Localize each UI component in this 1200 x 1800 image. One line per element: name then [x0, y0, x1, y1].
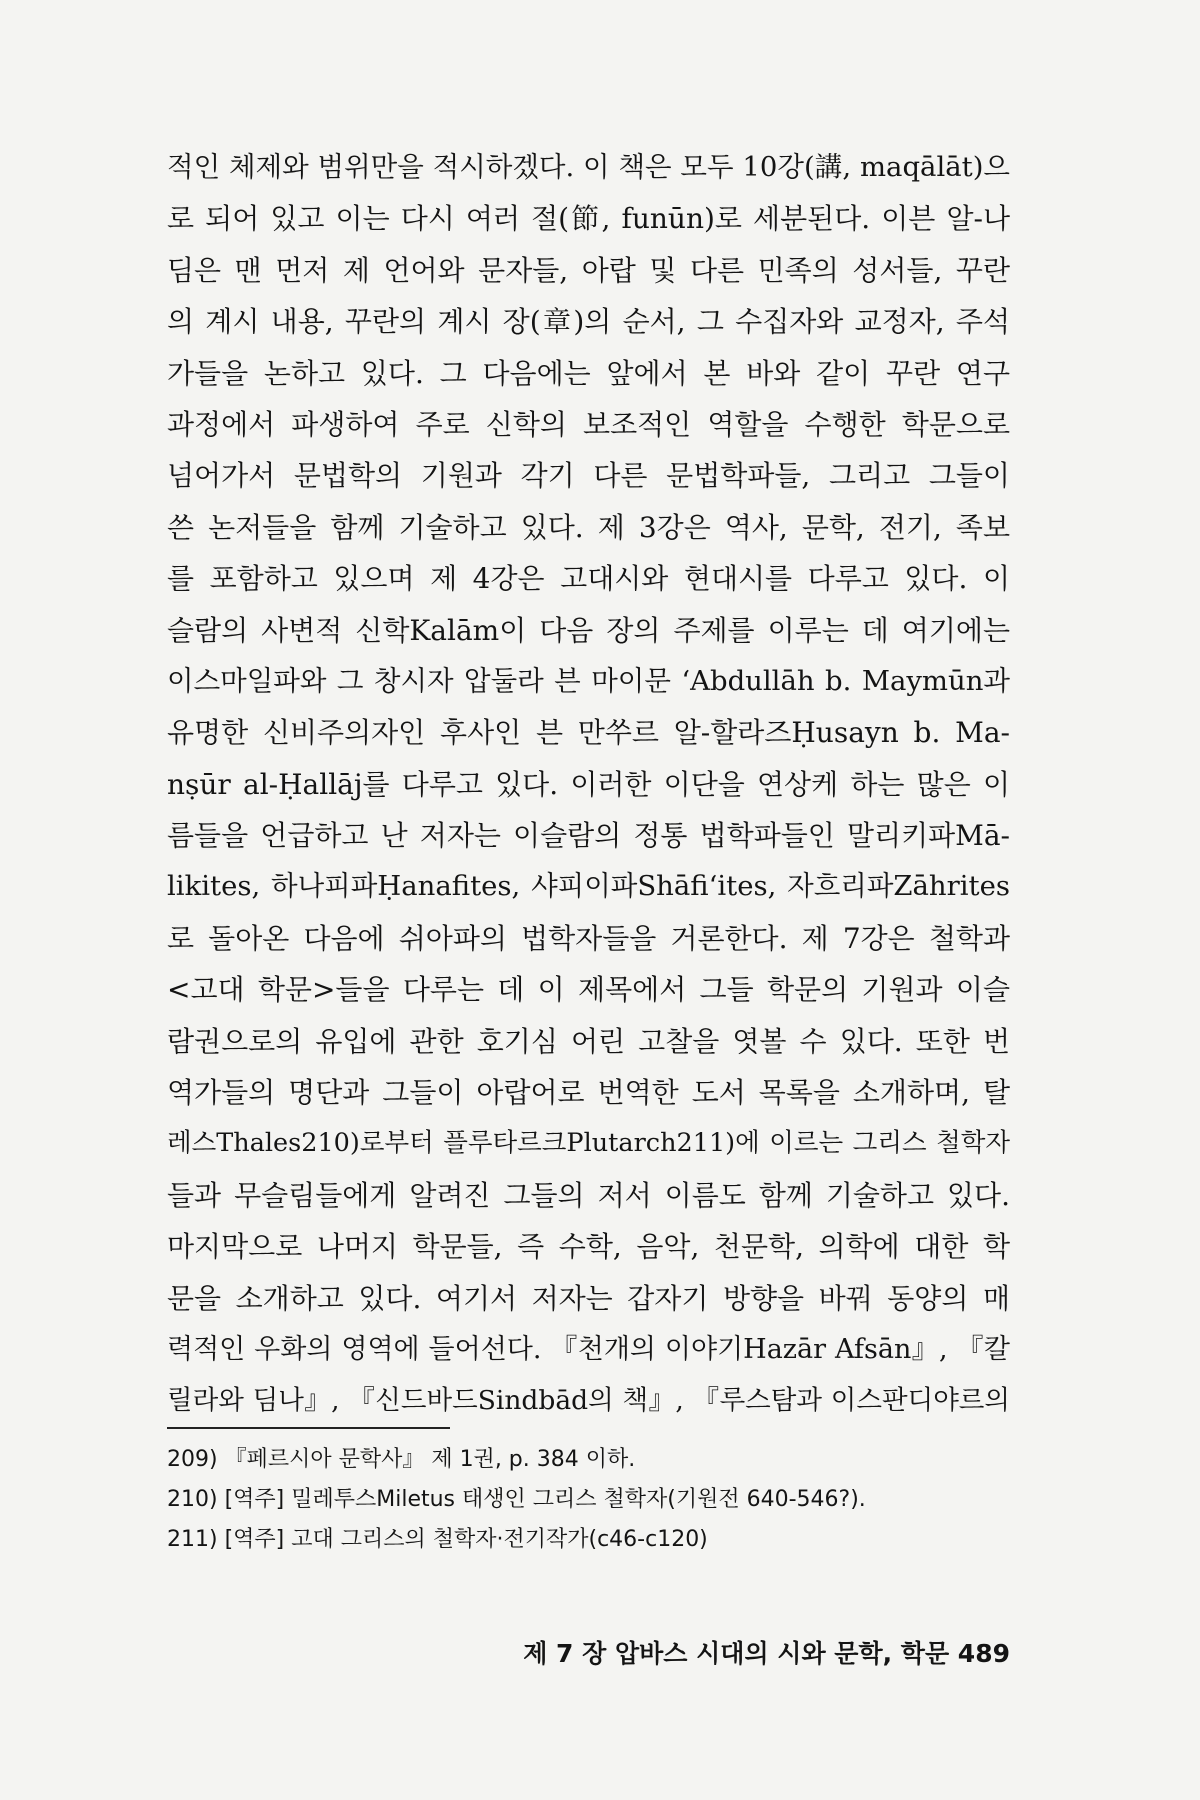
body-text — [167, 142, 1010, 1427]
body-line: 역가들의 명단과 그들이 아랍어로 번역한 도서 목록을 소개하며, 탈 — [167, 1076, 1010, 1110]
body-line: 유명한 신비주의자인 후사인 븐 만쑤르 알-할라즈Ḥusayn b. Ma- — [167, 716, 1010, 750]
body-line: <고대 학문>들을 다루는 데 이 제목에서 그들 학문의 기원과 이슬 — [167, 973, 1010, 1007]
footnote: 209) 『페르시아 문학사』 제 1권, p. 384 이하. — [167, 1447, 636, 1472]
body-line: 넘어가서 문법학의 기원과 각기 다른 문법학파들, 그리고 그들이 — [167, 459, 1010, 493]
body-line: 문을 소개하고 있다. 여기서 저자는 갑자기 방향을 바꿔 동양의 매 — [167, 1281, 1010, 1315]
body-line: 릴라와 딤나』, 『신드바드Sindbād의 책』, 『루스탐과 이스판디야르의 — [167, 1385, 1010, 1417]
body-line: 로 되어 있고 이는 다시 여러 절(節, funūn)로 세분된다. 이븐 알-나 — [167, 202, 1010, 236]
body-line: 슬람의 사변적 신학Kalām이 다음 장의 주제를 이루는 데 여기에는 — [167, 613, 1010, 647]
footnote: 210) [역주] 밀레투스Miletus 태생인 그리스 철학자(기원전 640-546?). — [167, 1487, 866, 1512]
body-line: 쓴 논저들을 함께 기술하고 있다. 제 3강은 역사, 문학, 전기, 족보 — [167, 510, 1010, 544]
body-line: 로 돌아온 다음에 쉬아파의 법학자들을 거론한다. 제 7강은 철학과 — [167, 921, 1010, 955]
body-line: 이스마일파와 그 창시자 압둘라 븐 마이문 ‘Abdullāh b. Maymūn과 — [167, 664, 1010, 697]
body-line: 들과 무슬림들에게 알려진 그들의 저서 이름도 함께 기술하고 있다. — [167, 1178, 1010, 1212]
body-line: 의 계시 내용, 꾸란의 계시 장(章)의 순서, 그 수집자와 교정자, 주석 — [167, 305, 1010, 339]
body-line: 를 포함하고 있으며 제 4강은 고대시와 현대시를 다루고 있다. 이 — [167, 562, 1010, 596]
body-line: 름들을 언급하고 난 저자는 이슬람의 정통 법학파들인 말리키파Mā- — [167, 819, 1010, 853]
body-line: 람권으로의 유입에 관한 호기심 어린 고찰을 엿볼 수 있다. 또한 번 — [167, 1024, 1010, 1058]
body-line: 적인 체제와 범위만을 적시하겠다. 이 책은 모두 10강(講, maqālāt)으 — [167, 151, 1010, 183]
footnotes — [167, 1440, 1010, 1560]
footnote-divider — [167, 1427, 450, 1429]
body-line: 가들을 논하고 있다. 그 다음에는 앞에서 본 바와 같이 꾸란 연구 — [167, 356, 1010, 390]
body-line: 마지막으로 나머지 학문들, 즉 수학, 음악, 천문학, 의학에 대한 학 — [167, 1230, 1010, 1264]
body-line: 력적인 우화의 영역에 들어선다. 『천개의 이야기Hazār Afsān』, 『칼 — [167, 1333, 1010, 1365]
body-line: 딤은 맨 먼저 제 언어와 문자들, 아랍 및 다른 민족의 성서들, 꾸란 — [167, 253, 1010, 287]
body-line: nṣūr al-Ḥallāj를 다루고 있다. 이러한 이단을 연상케 하는 많은 이 — [167, 767, 1010, 801]
body-line: likites, 하나피파Ḥanafites, 샤피이파Shāfi‘ites, 자흐리파Zāhrites — [167, 870, 1010, 903]
body-line: 과정에서 파생하여 주로 신학의 보조적인 역할을 수행한 학문으로 — [167, 407, 1010, 441]
footnote: 211) [역주] 고대 그리스의 철학자·전기작가(c46-c120) — [167, 1527, 708, 1552]
body-line: 레스Thales210)로부터 플루타르크Plutarch211)에 이르는 그리스 철학자 — [167, 1128, 1010, 1159]
running-footer: 제 7 장 압바스 시대의 시와 문학, 학문 489 — [523, 1639, 1010, 1668]
